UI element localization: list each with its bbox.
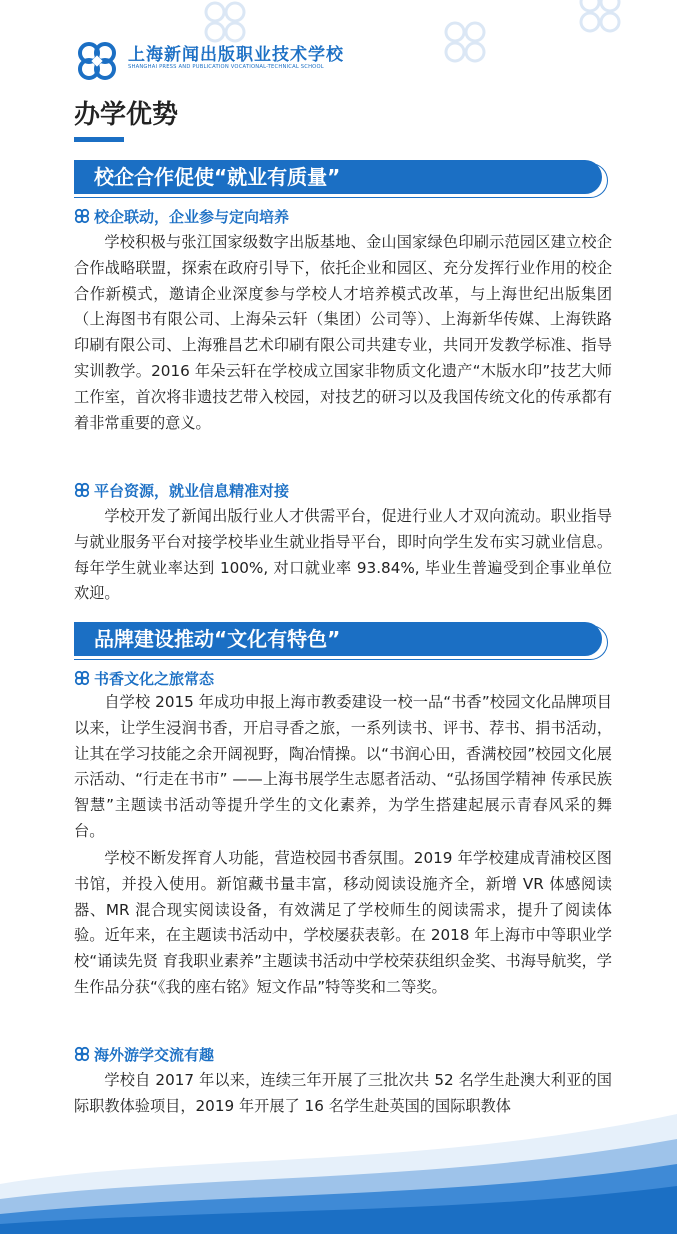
sub-heading (74, 1044, 214, 1066)
sub-heading (74, 206, 289, 228)
sub-heading (74, 480, 289, 502)
flower-bullet-icon (74, 1046, 90, 1062)
paragraph: 学校开发了新闻出版行业人才供需平台，促进行业人才双向流动。职业指导与就业服务平台对接学校毕业生就业指导平台，即时向学生发布实习就业信息。每年学生就业率达到 100%, 对口就业率 93.84%, 毕业生普遍受到企事业单位欢迎。 (74, 507, 612, 603)
sub-heading (74, 668, 214, 690)
section-banner-2 (74, 622, 610, 660)
section-banner-1 (74, 160, 610, 198)
bottom-wave-decoration (0, 1114, 677, 1234)
flower-bullet-icon (74, 208, 90, 224)
banner-title: 品牌建设推动“文化有特色” (94, 627, 341, 651)
paragraph: 自学校 2015 年成功申报上海市教委建设一校一品“书香”校园文化品牌项目以来，让学生浸润书香，开启寻香之旅，一系列读书、评书、荐书、捐书活动，让其在学习技能之余开阔视野，陶冶情操。以“书润心田，香满校园”校园文化展示活动、“行走在书市” ——上海书展学生志愿者活动、“弘扬国学精神 传承民族智慧”主题读书活动等提升学生的文化素养，为学生搭建起展示青春风采的舞台。 (74, 693, 612, 840)
sub-heading-text: 校企联动，企业参与定向培养 (94, 208, 290, 226)
banner-title: 校企合作促使“就业有质量” (94, 165, 341, 189)
paragraph: 学校积极与张江国家级数字出版基地、金山国家绿色印刷示范园区建立校企合作战略联盟，探索在政府引导下，依托企业和园区、充分发挥行业作用的校企合作新模式，邀请企业深度参与学校人才培养模式改革，与上海世纪出版集团（上海图书有限公司、上海朵云轩（集团）公司等）、上海新华传媒、上海铁路印刷有限公司、上海雅昌艺术印刷有限公司共建专业，共同开发教学标准、指导实训教学。2016 年朵云轩在学校成立国家非物质文化遗产“木版水印”技艺大师工作室，首次将非遗技艺带入校园，对技艺的研习以及我国传统文化的传承都有着非常重要的意义。 (74, 233, 612, 432)
flower-bullet-icon (74, 670, 90, 686)
page-title: 办学优势 (74, 100, 179, 130)
sub-heading-text: 书香文化之旅常态 (94, 670, 215, 688)
title-underline (74, 137, 124, 142)
school-name-cn: 上海新闻出版职业技术学校 (128, 45, 344, 65)
knot-logo-icon (74, 38, 120, 84)
school-name-en: SHANGHAI PRESS AND PUBLICATION VOCATIONAL-TECHNICAL SCHOOL (128, 64, 324, 70)
sub-heading-text: 海外游学交流有趣 (94, 1046, 215, 1064)
paragraph: 学校自 2017 年以来，连续三年开展了三批次共 52 名学生赴澳大利亚的国际职教体验项目，2019 年开展了 16 名学生赴英国的国际职教体 (74, 1071, 612, 1115)
sub-heading-text: 平台资源，就业信息精准对接 (94, 482, 290, 500)
flower-bullet-icon (74, 482, 90, 498)
paragraph: 学校不断发挥育人功能，营造校园书香氛围。2019 年学校建成青浦校区图书馆，并投入使用。新馆藏书量丰富，移动阅读设施齐全，新增 VR 体感阅读器、MR 混合现实阅读设备，有效满足了学校师生的阅读需求，提升了阅读体验。近年来，在主题读书活动中，学校屡获表彰。在 2018 年上海市中等职业学校“诵读先贤 育我职业素养”主题读书活动中学校荣获组织金奖、书海导航奖，学生作品分获“《我的座右铭》短文作品”特等奖和二等奖。 (74, 849, 612, 996)
